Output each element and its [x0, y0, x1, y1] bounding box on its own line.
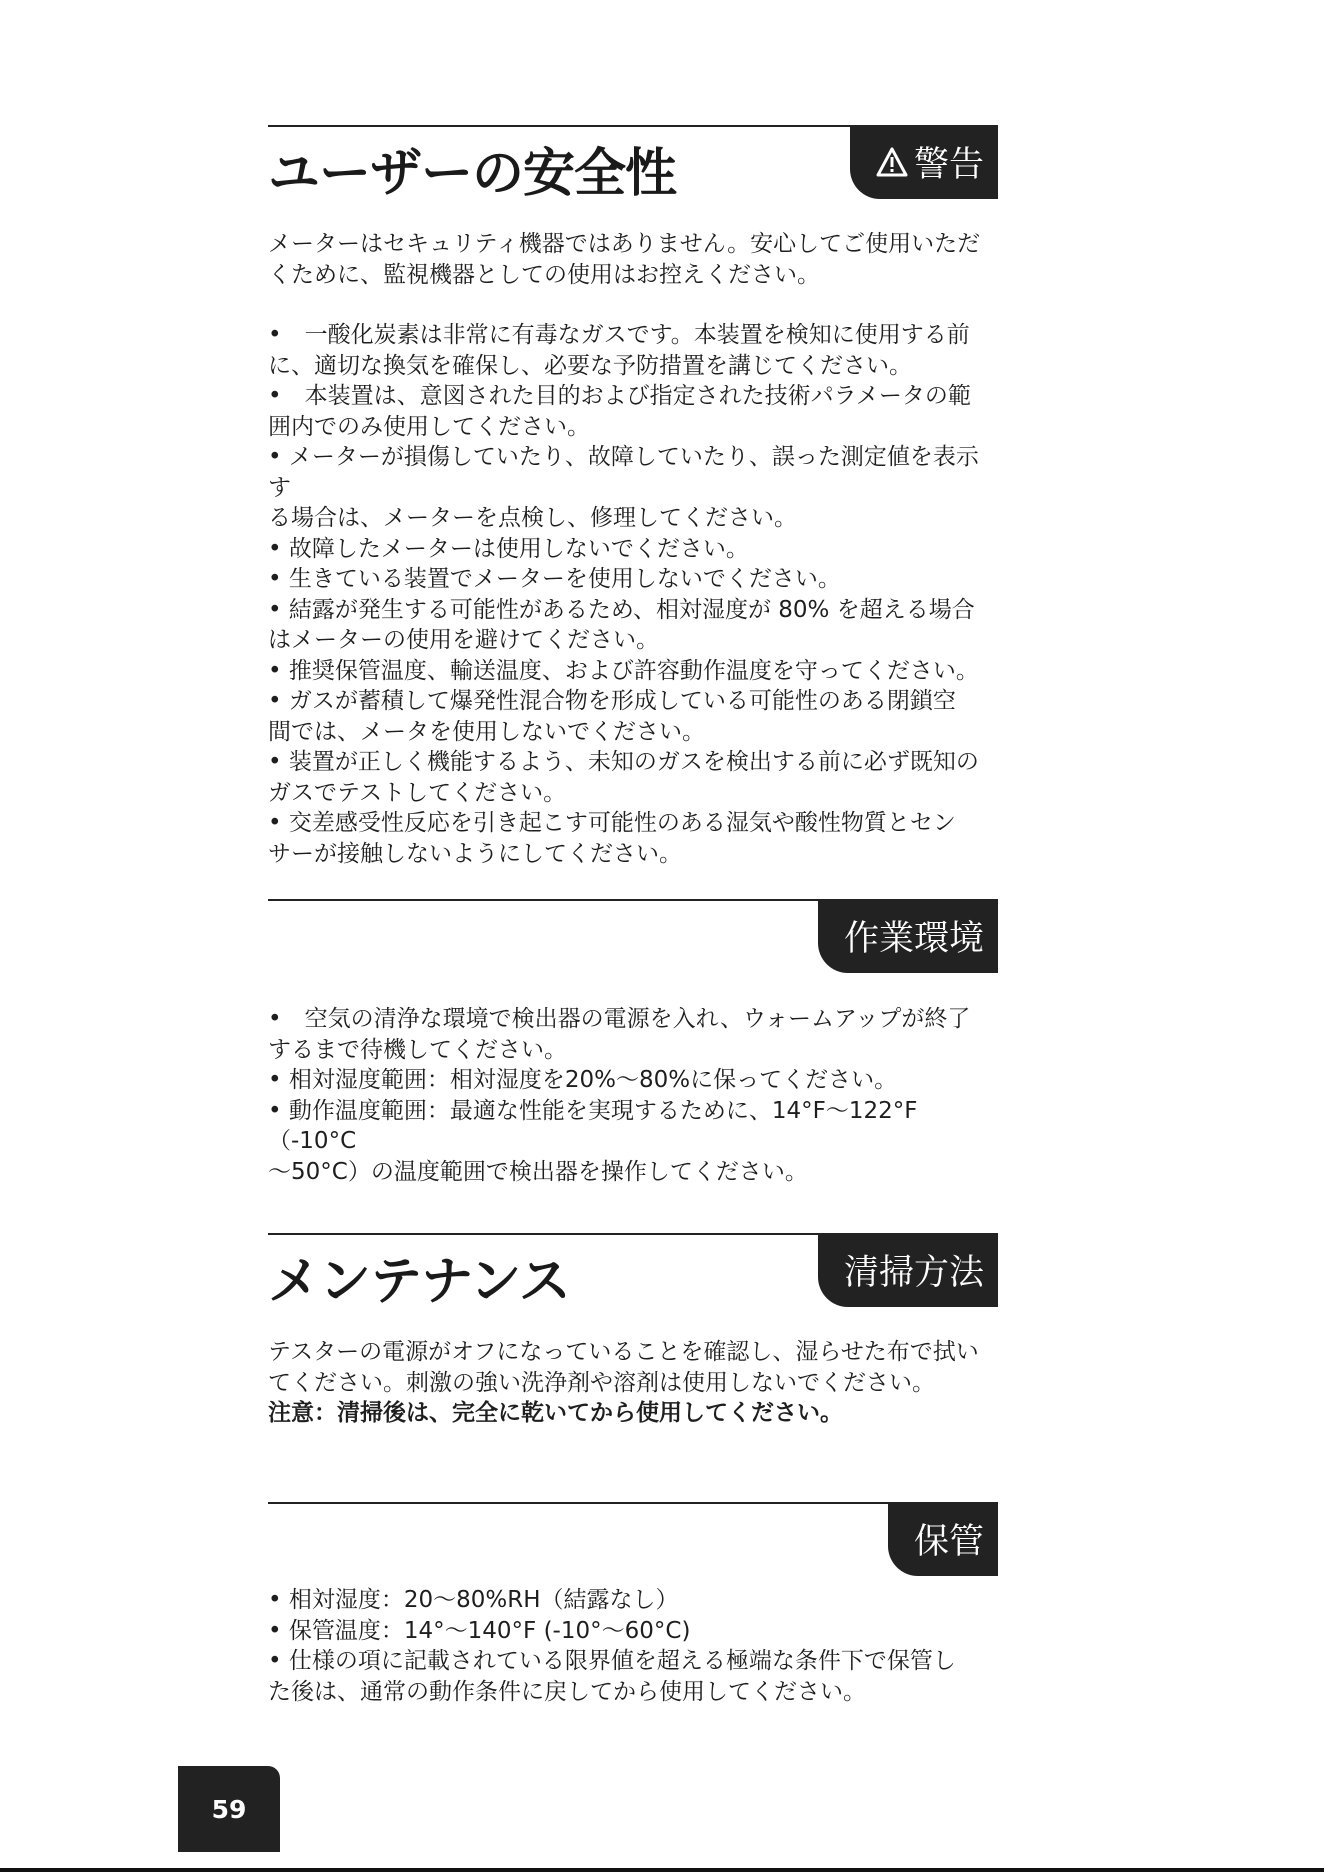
- list-item: • メーターが損傷していたり、故障していたり、誤った測定値を表示す: [268, 444, 979, 501]
- list-item: • 故障したメーターは使用しないでください。: [268, 535, 749, 562]
- list-item: サーが接触しないようにしてください。: [268, 840, 682, 867]
- list-item: • 動作温度範囲：最適な性能を実現するために、14°F〜122°F（-10°C: [268, 1097, 918, 1154]
- list-item: • 保管温度：14°〜140°F (-10°〜60°C): [268, 1617, 691, 1644]
- list-item: • 推奨保管温度、輸送温度、および許容動作温度を守ってください。: [268, 657, 979, 684]
- list-item: • 相対湿度範囲：相対湿度を20%〜80%に保ってください。: [268, 1067, 898, 1093]
- list-item: • 結露が発生する可能性があるため、相対湿度が 80% を超える場合: [268, 596, 975, 623]
- work-env-tab: [818, 899, 998, 973]
- list-item: • 交差感受性反応を引き起こす可能性のある湿気や酸性物質とセン: [268, 810, 956, 836]
- list-item: た後は、通常の動作条件に戻してから使用してください。: [268, 1678, 866, 1705]
- list-item: • 生きている装置でメーターを使用しないでください。: [268, 566, 841, 592]
- maintenance-header: [268, 1233, 998, 1312]
- list-item: • 相対湿度：20〜80%RH（結露なし）: [268, 1587, 679, 1613]
- list-item: • 装置が正しく機能するよう、未知のガスを検出する前に必ず既知の: [268, 749, 979, 775]
- list-item: はメーターの使用を避けてください。: [268, 627, 659, 653]
- warning-tab-label: 警告: [913, 145, 984, 185]
- storage-header: [268, 1502, 998, 1576]
- list-item: するまで待機してください。: [268, 1036, 567, 1063]
- cleaning-tab: [818, 1233, 998, 1307]
- work-env-header: [268, 899, 998, 973]
- cleaning-note: 注意：清掃後は、完全に乾いてから使用してください。: [268, 1400, 843, 1426]
- list-item: • 空気の清浄な環境で検出器の電源を入れ、ウォームアップが終了: [268, 1006, 971, 1032]
- work-env-text: [268, 1004, 998, 1187]
- text-line: てください。刺激の強い洗浄剤や溶剤は使用しないでください。: [268, 1369, 935, 1396]
- list-item: 〜50°C）の温度範囲で検出器を操作してください。: [268, 1158, 808, 1185]
- intro-line: くために、監視機器としての使用はお控えください。: [268, 261, 820, 288]
- maintenance-text: [268, 1337, 998, 1429]
- warning-triangle-icon: [876, 147, 908, 177]
- list-item: ガスでテストしてください。: [268, 779, 567, 806]
- work-env-tab-label: 作業環境: [843, 919, 984, 959]
- storage-tab-label: 保管: [913, 1522, 984, 1562]
- user-safety-intro: [268, 229, 998, 290]
- user-safety-title: ユーザーの安全性: [268, 144, 677, 204]
- list-item: 間では、メータを使用しないでください。: [268, 718, 705, 745]
- warning-tab: [850, 125, 998, 199]
- list-item: • 一酸化炭素は非常に有毒なガスです。本装置を検知に使用する前: [268, 322, 970, 348]
- intro-line: メーターはセキュリティ機器ではありません。安心してご使用いただ: [268, 231, 981, 257]
- storage-text: [268, 1585, 998, 1707]
- list-item: に、適切な換気を確保し、必要な予防措置を講じてください。: [268, 352, 912, 379]
- list-item: 囲内でのみ使用してください。: [268, 413, 590, 440]
- cleaning-tab-label: 清掃方法: [843, 1253, 984, 1293]
- maintenance-title: メンテナンス: [268, 1252, 570, 1312]
- list-item: る場合は、メーターを点検し、修理してください。: [268, 505, 797, 531]
- user-safety-header: [268, 125, 998, 204]
- bottom-rule: [0, 1868, 1324, 1872]
- user-safety-bullets: [268, 320, 998, 869]
- list-item: • 仕様の項に記載されている限界値を超える極端な条件下で保管し: [268, 1648, 956, 1674]
- storage-tab: [888, 1502, 998, 1576]
- list-item: • 本装置は、意図された目的および指定された技術パラメータの範: [268, 383, 971, 409]
- page-number: 59: [178, 1766, 280, 1852]
- list-item: • ガスが蓄積して爆発性混合物を形成している可能性のある閉鎖空: [268, 688, 956, 714]
- text-line: テスターの電源がオフになっていることを確認し、湿らせた布で拭い: [268, 1339, 979, 1365]
